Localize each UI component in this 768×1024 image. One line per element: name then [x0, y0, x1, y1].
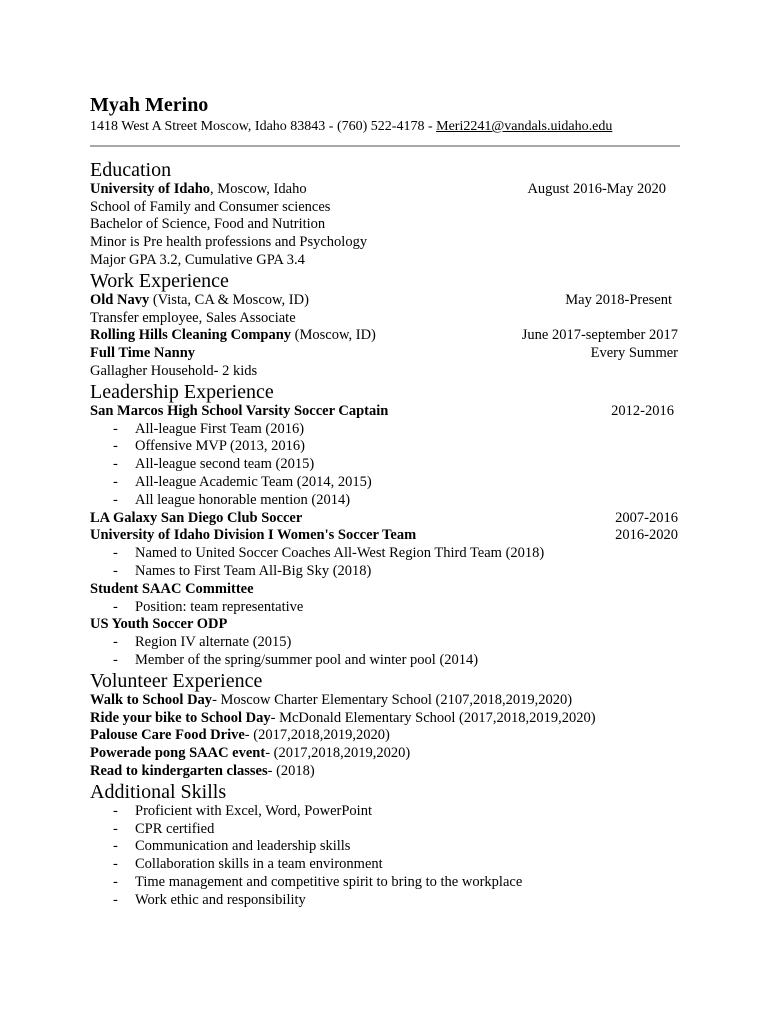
education-line: Major GPA 3.2, Cumulative GPA 3.4: [90, 251, 305, 268]
job-name: Full Time Nanny: [90, 345, 196, 362]
volunteer-item: [90, 763, 678, 781]
leadership-bullets: [90, 634, 678, 670]
leadership-bullets: [90, 545, 678, 581]
job-row: [90, 292, 678, 310]
contact-address-phone: 1418 West A Street Moscow, Idaho 83843 - (760) 522-4178 -: [90, 119, 437, 134]
volunteer-detail: - Moscow Charter Elementary School (2107,2018,2019,2020): [212, 691, 573, 708]
job-name: Rolling Hills Cleaning Company: [90, 327, 292, 344]
job-location: (Vista, CA & Moscow, ID): [149, 291, 309, 308]
job-dates: June 2017-september 2017: [521, 327, 678, 344]
bullet-item: - Collaboration skills in a team environment: [90, 856, 678, 874]
bullet-item: - All-league First Team (2016): [90, 421, 678, 439]
bullet-item: - Offensive MVP (2013, 2016): [90, 438, 678, 456]
bullet-item: - Communication and leadership skills: [90, 838, 678, 856]
education-line: School of Family and Consumer sciences: [90, 198, 331, 215]
job-row: [90, 345, 678, 363]
leadership-bullets: [90, 421, 678, 510]
volunteer-item: [90, 745, 678, 763]
bullet-item: - Work ethic and responsibility: [90, 892, 678, 910]
leadership-name: San Marcos High School Varsity Soccer Captain: [90, 402, 389, 419]
job-name: Old Navy: [90, 291, 150, 308]
school-location: , Moscow, Idaho: [210, 180, 307, 197]
volunteer-item: [90, 727, 678, 745]
bullet-item: - All league honorable mention (2014): [90, 492, 678, 510]
volunteer-name: Ride your bike to School Day: [90, 709, 271, 726]
email-link[interactable]: Meri2241@vandals.uidaho.edu: [436, 119, 613, 134]
leadership-name: LA Galaxy San Diego Club Soccer: [90, 509, 303, 526]
volunteer-detail: - McDonald Elementary School (2017,2018,2019,2020): [270, 709, 596, 726]
leadership-name: University of Idaho Division I Women's Soccer Team: [90, 527, 417, 544]
bullet-item: - All-league Academic Team (2014, 2015): [90, 474, 678, 492]
job-title: [90, 327, 376, 345]
bullet-item: - Time management and competitive spirit to bring to the workplace: [90, 874, 678, 892]
section-leadership-title: Leadership Experience: [90, 380, 274, 403]
resume-page: [90, 94, 678, 909]
bullet-item: - CPR certified: [90, 821, 678, 839]
leadership-name: US Youth Soccer ODP: [90, 616, 228, 633]
volunteer-name: Powerade pong SAAC event: [90, 745, 266, 762]
bullet-item: - Position: team representative: [90, 599, 678, 617]
header-divider: [90, 145, 680, 147]
leadership-name: Student SAAC Committee: [90, 580, 254, 597]
job-location: (Moscow, ID): [291, 327, 376, 344]
skills-bullets: [90, 803, 678, 910]
volunteer-name: Read to kindergarten classes: [90, 762, 268, 779]
bullet-item: - Names to First Team All-Big Sky (2018): [90, 563, 678, 581]
job-row: [90, 327, 678, 345]
education-school: [90, 181, 307, 199]
candidate-name: Myah Merino: [90, 94, 209, 116]
education-line: Minor is Pre health professions and Psychology: [90, 234, 368, 251]
volunteer-item: [90, 692, 678, 710]
leadership-bullets: [90, 599, 678, 617]
leadership-dates: 2007-2016: [615, 509, 678, 526]
school-name: University of Idaho: [90, 180, 211, 197]
section-skills-title: Additional Skills: [90, 780, 227, 803]
job-dates: May 2018-Present: [565, 291, 672, 308]
leadership-row: [90, 527, 678, 545]
bullet-item: - Member of the spring/summer pool and winter pool (2014): [90, 652, 678, 670]
job-description: Transfer employee, Sales Associate: [90, 309, 296, 326]
section-education-title: Education: [90, 158, 172, 181]
leadership-dates: 2016-2020: [615, 527, 678, 544]
leadership-dates: 2012-2016: [611, 402, 674, 419]
job-description: Gallagher Household- 2 kids: [90, 362, 258, 379]
job-title: [90, 345, 195, 363]
volunteer-item: [90, 710, 678, 728]
volunteer-detail: - (2018): [267, 762, 315, 779]
job-dates: Every Summer: [590, 345, 678, 362]
section-volunteer-title: Volunteer Experience: [90, 669, 263, 692]
bullet-item: - Region IV alternate (2015): [90, 634, 678, 652]
education-line: Bachelor of Science, Food and Nutrition: [90, 216, 326, 233]
volunteer-detail: - (2017,2018,2019,2020): [265, 745, 411, 762]
bullet-item: - Proficient with Excel, Word, PowerPoint: [90, 803, 678, 821]
job-title: [90, 292, 309, 310]
volunteer-detail: - (2017,2018,2019,2020): [244, 727, 390, 744]
leadership-row: [90, 510, 678, 528]
leadership-row: [90, 581, 678, 599]
education-dates: August 2016-May 2020: [527, 180, 666, 197]
volunteer-name: Palouse Care Food Drive: [90, 727, 245, 744]
education-school-row: [90, 181, 678, 199]
bullet-item: - All-league second team (2015): [90, 456, 678, 474]
bullet-item: - Named to United Soccer Coaches All-West Region Third Team (2018): [90, 545, 678, 563]
leadership-row: [90, 616, 678, 634]
contact-line: [90, 118, 678, 136]
leadership-row: [90, 403, 678, 421]
volunteer-name: Walk to School Day: [90, 691, 213, 708]
section-work-title: Work Experience: [90, 269, 229, 292]
